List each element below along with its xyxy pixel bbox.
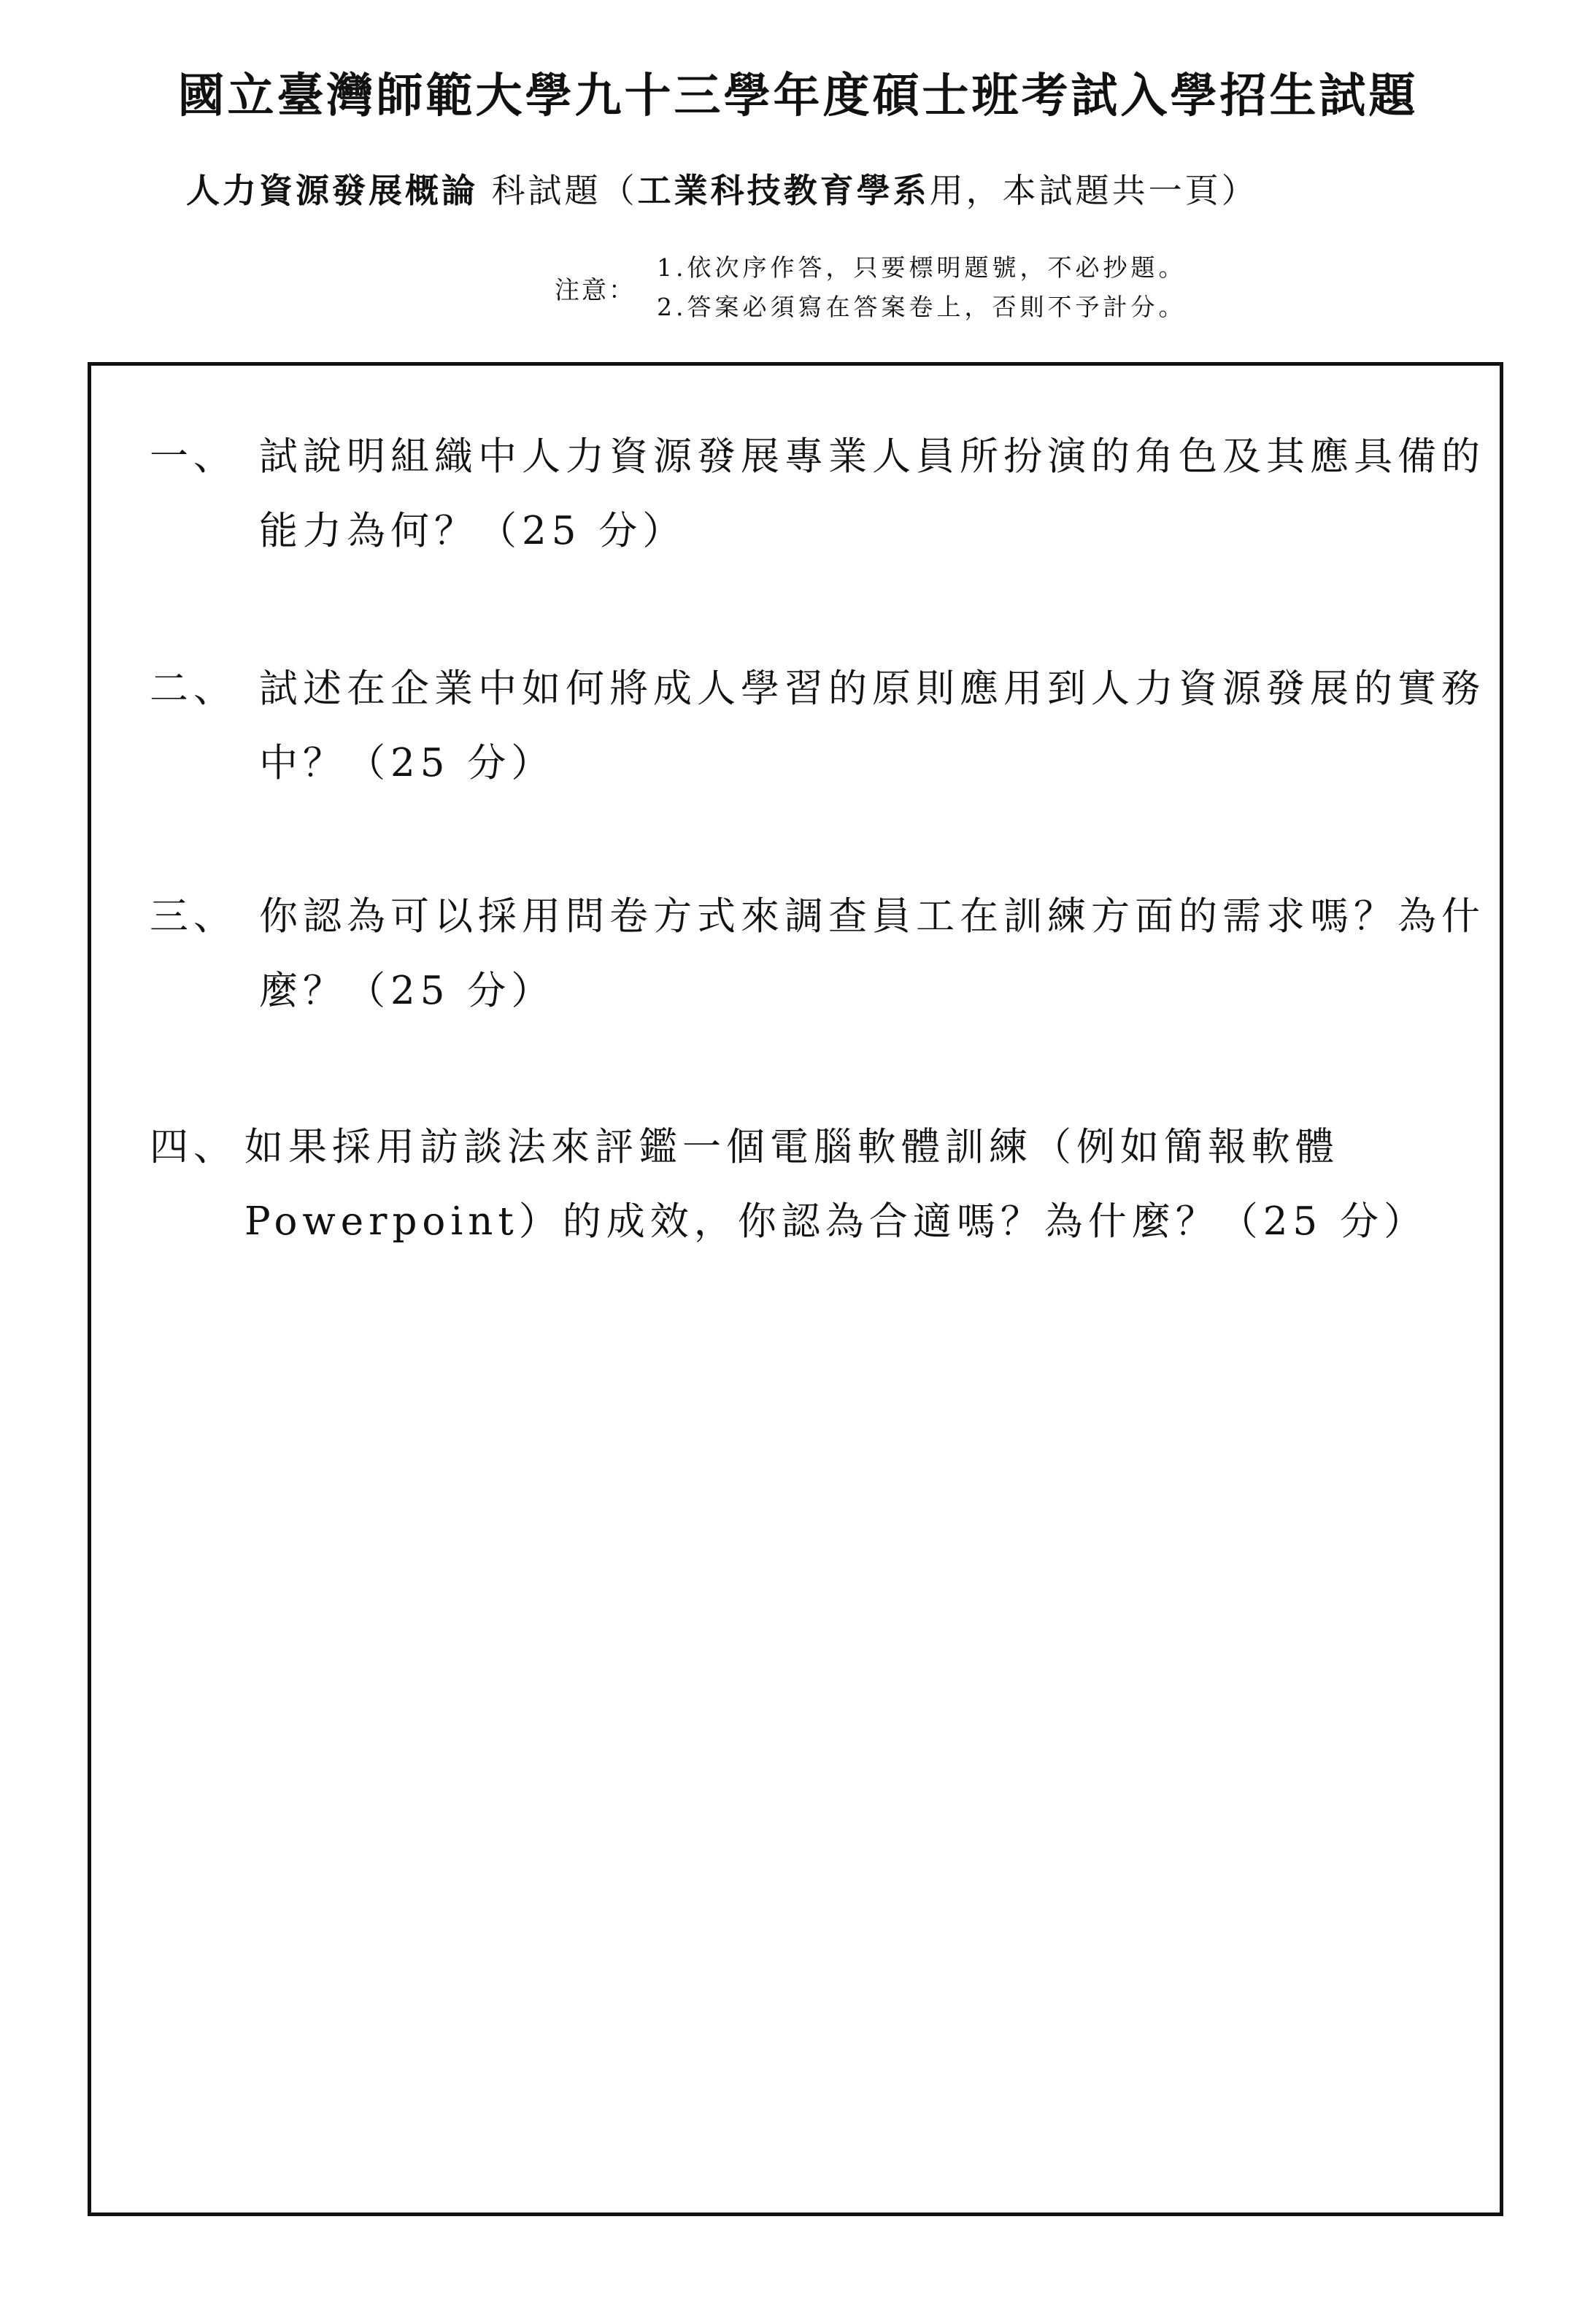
- notice-item-2: 2.答案必須寫在答案卷上，否則不予計分。: [657, 293, 1187, 321]
- question-text-body: 如果採用訪談法來評鑑一個電腦軟體訓練（例如簡報軟體Powerpoint）的成效，你認為合適嗎？為什麼？（25 分）: [244, 1125, 1427, 1244]
- subject-mid-text: 科試題（: [478, 171, 638, 210]
- question-number: 三、: [150, 894, 237, 939]
- subject-line: [186, 164, 1258, 212]
- question-number: 四、: [150, 1125, 237, 1169]
- question-text-body: 你認為可以採用問卷方式來調查員工在訓練方面的需求嗎？為什麼？（25 分）: [259, 894, 1485, 1013]
- subject-tail-text: 用，本試題共一頁）: [929, 171, 1258, 210]
- subject-name: 人力資源發展概論: [186, 171, 478, 210]
- department-name: 工業科技教育學系: [637, 171, 930, 210]
- question-text: [259, 420, 1500, 569]
- question-text: [259, 880, 1500, 1029]
- question-number: 一、: [150, 434, 237, 479]
- question-text: [259, 652, 1500, 801]
- question-text-body: 試述在企業中如何將成人學習的原則應用到人力資源發展的實務中？（25 分）: [259, 666, 1485, 785]
- questions-box: [88, 362, 1503, 2216]
- question-text: [244, 1110, 1500, 1259]
- question-number: 二、: [150, 666, 237, 711]
- notice-label: 注意：: [555, 276, 636, 305]
- exam-title: 國立臺灣師範大學九十三學年度碩士班考試入學招生試題: [177, 69, 1419, 123]
- notice-item-1: 1.依次序作答，只要標明題號，不必抄題。: [657, 253, 1187, 282]
- question-text-body: 試說明組織中人力資源發展專業人員所扮演的角色及其應具備的能力為何？（25 分）: [259, 434, 1485, 553]
- notice-items: [657, 248, 1187, 327]
